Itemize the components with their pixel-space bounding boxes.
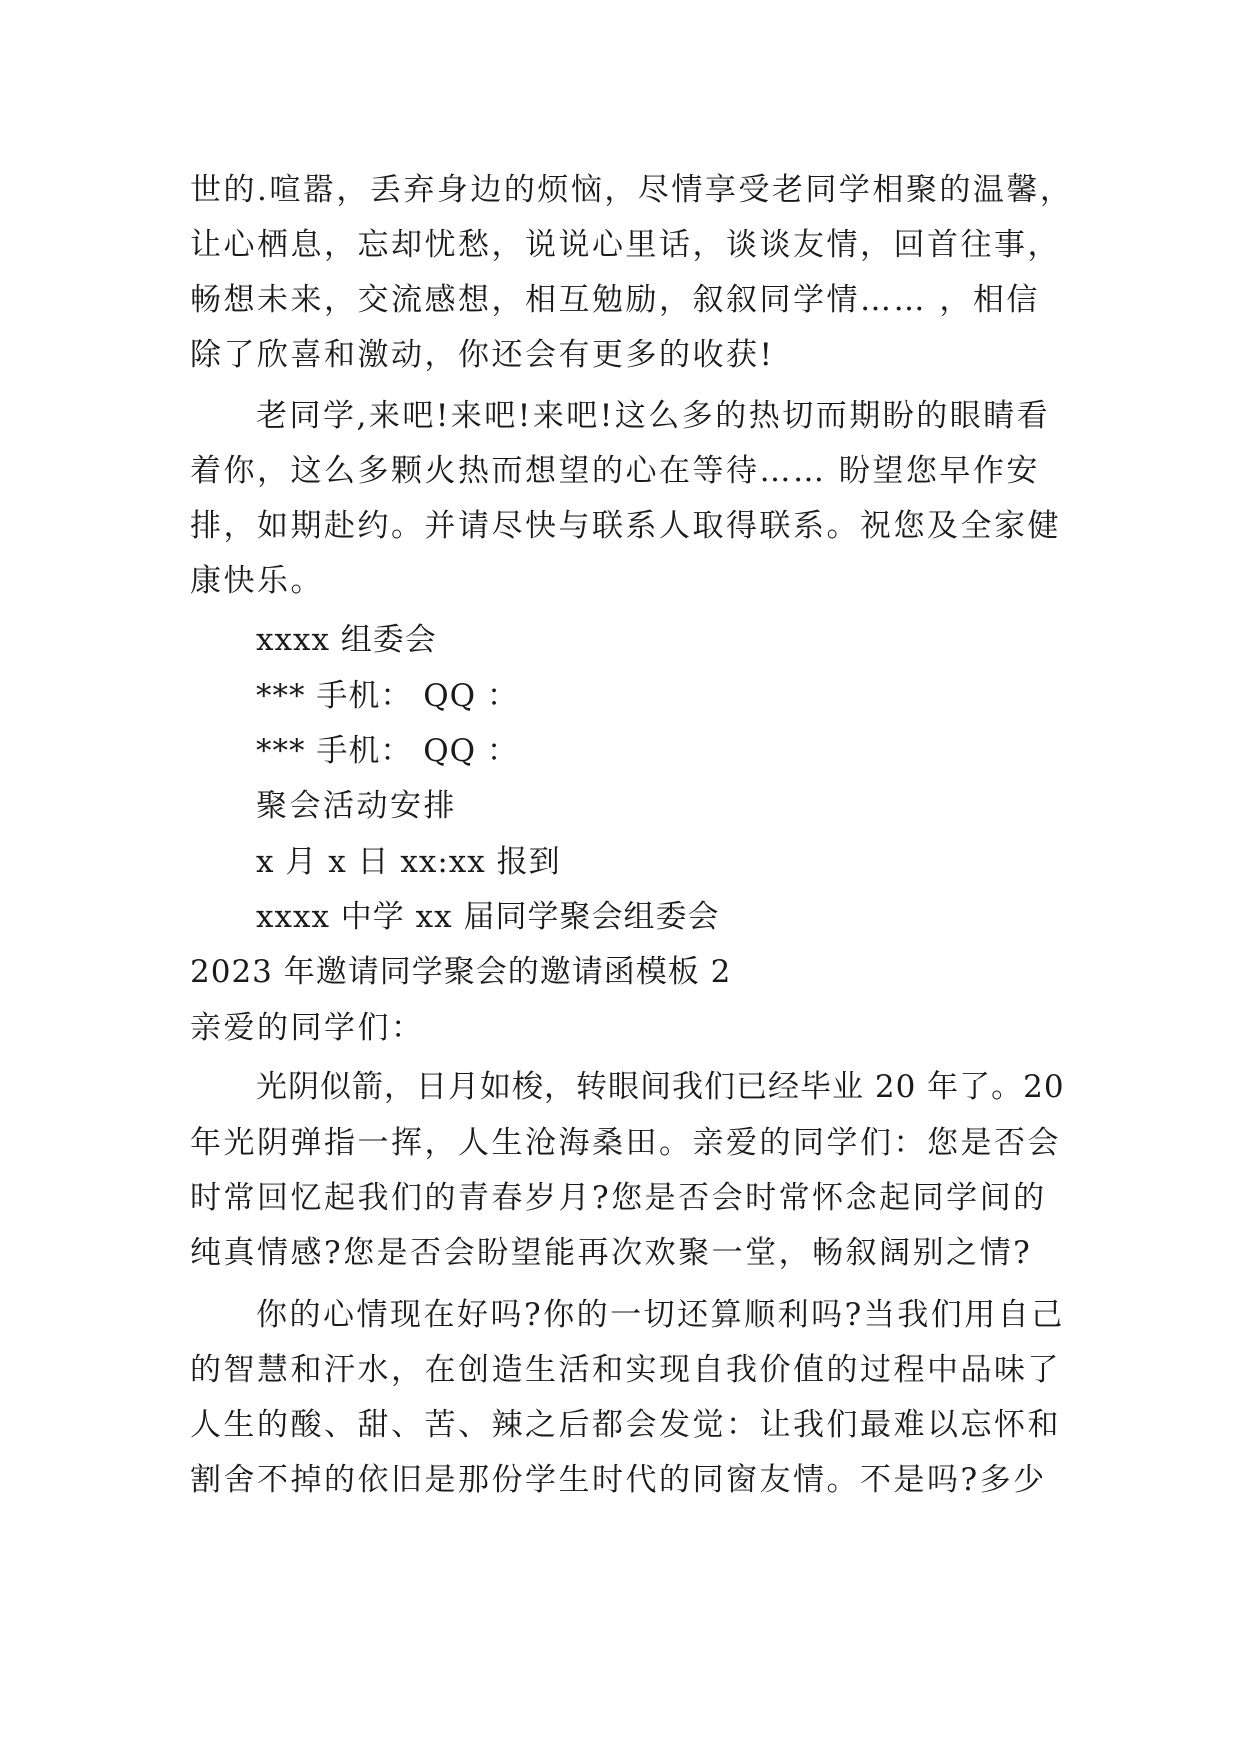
section-title: 2023 年邀请同学聚会的邀请函模板 2 bbox=[190, 954, 732, 990]
contact-line: *** 手机： QQ ： bbox=[256, 678, 519, 714]
signature-line: xxxx 中学 xx 届同学聚会组委会 bbox=[256, 899, 720, 935]
body-text-line: 康快乐。 bbox=[190, 563, 324, 599]
body-text-line: 年光阴弹指一挥，人生沧海桑田。亲爱的同学们：您是否会 bbox=[190, 1125, 1061, 1161]
body-text-line: 排，如期赴约。并请尽快与联系人取得联系。祝您及全家健 bbox=[190, 508, 1061, 544]
body-text-line: 除了欣喜和激动，你还会有更多的收获! bbox=[190, 337, 775, 373]
body-text-line: 纯真情感?您是否会盼望能再次欢聚一堂，畅叙阔别之情? bbox=[190, 1235, 1033, 1271]
contact-line: *** 手机： QQ ： bbox=[256, 733, 519, 769]
body-text-line: 让心栖息，忘却忧愁，说说心里话，谈谈友情，回首往事， bbox=[190, 227, 1061, 263]
schedule-item: x 月 x 日 xx:xx 报到 bbox=[256, 844, 561, 880]
schedule-heading: 聚会活动安排 bbox=[256, 788, 457, 824]
body-text-line: 的智慧和汗水，在创造生活和实现自我价值的过程中品味了 bbox=[190, 1352, 1061, 1388]
body-text-line: 老同学,来吧!来吧!来吧!这么多的热切而期盼的眼睛看 bbox=[256, 398, 1051, 434]
body-text-line: 人生的酸、甜、苦、辣之后都会发觉：让我们最难以忘怀和 bbox=[190, 1407, 1061, 1443]
body-text-line: 世的.喧嚣，丢弃身边的烦恼，尽情享受老同学相聚的温馨， bbox=[190, 172, 1074, 208]
organizer-line: xxxx 组委会 bbox=[256, 622, 437, 658]
body-text-line: 时常回忆起我们的青春岁月?您是否会时常怀念起同学间的 bbox=[190, 1180, 1047, 1216]
body-text-line: 着你，这么多颗火热而想望的心在等待…… 盼望您早作安 bbox=[190, 453, 1040, 489]
body-text-line: 畅想未来，交流感想，相互勉励，叙叙同学情…… ，相信 bbox=[190, 282, 1040, 318]
body-text-line: 光阴似箭，日月如梭，转眼间我们已经毕业 20 年了。20 bbox=[256, 1069, 1065, 1105]
salutation: 亲爱的同学们： bbox=[190, 1010, 425, 1046]
body-text-line: 你的心情现在好吗?你的一切还算顺利吗?当我们用自己 bbox=[256, 1297, 1065, 1333]
body-text-line: 割舍不掉的依旧是那份学生时代的同窗友情。不是吗?多少 bbox=[190, 1462, 1047, 1498]
